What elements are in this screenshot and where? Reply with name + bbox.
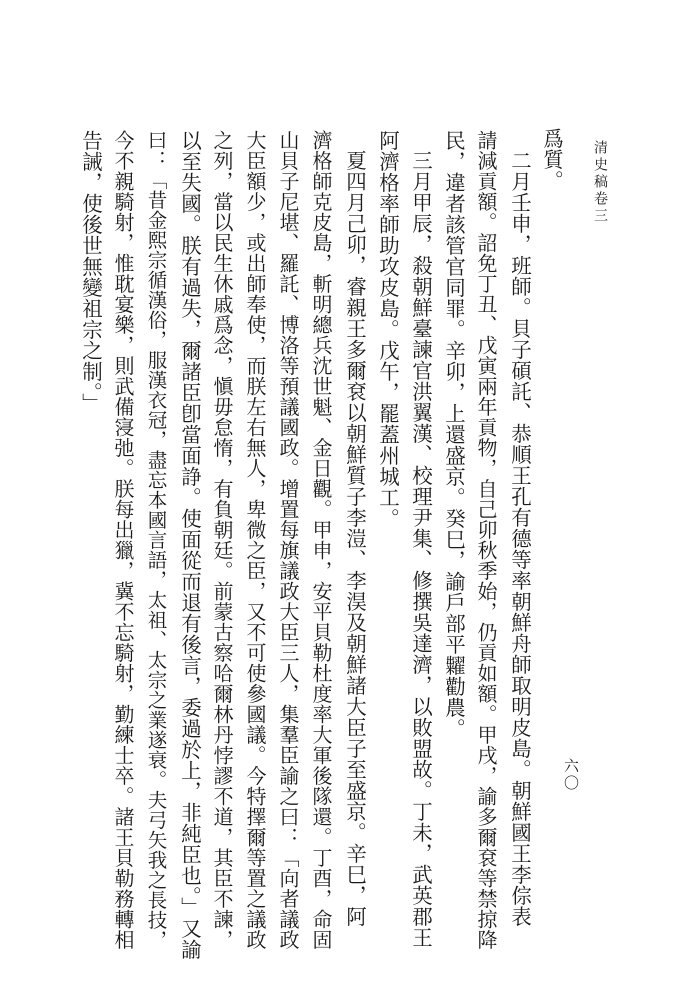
text-column: 二月壬申，班師。貝子碩託、恭順王孔有德等率朝鮮舟師取明皮島。朝鮮國王李倧表 [507, 150, 532, 927]
text-column: 之列，當以民生休戚爲念，愼毋怠惰，有負朝廷。前蒙古察哈爾林丹悖謬不道，其臣不諫， [210, 130, 234, 950]
text-column: 阿濟格率師助攻皮島。戊午，罷蓋州城工。 [375, 130, 400, 529]
text-column: 以至失國。朕有過失，爾諸臣卽當面諍。使面從而退有後言，委過於上，非純臣也。」又諭 [177, 130, 202, 960]
text-column: 濟格師克皮島，斬明總兵沈世魁、金日觀。甲申，安平貝勒杜度率大軍後隊還。丁酉，命固 [309, 130, 333, 950]
text-column: 夏四月己卯，睿親王多爾袞以朝鮮質子李溰、李淏及朝鮮諸大臣子至盛京。辛巳，阿 [342, 150, 367, 927]
page-number: 六〇 [562, 758, 580, 792]
text-column: 爲質。 [539, 128, 564, 191]
text-column: 今不親騎射，惟耽宴樂，則武備寖弛。朕每出獵，冀不忘騎射，勤練士卒。諸王貝勒務轉相 [111, 130, 135, 950]
text-column: 告誡，使後世無變祖宗之制。」 [78, 130, 103, 414]
text-column: 三月甲辰，殺朝鮮臺諫官洪翼漢、校理尹集、修撰吳達濟，以敗盟故。丁未，武英郡王 [408, 150, 433, 948]
text-column: 民，違者該管官同罪。辛卯，上還盛京。癸巳，諭戶部平糶勸農。 [441, 130, 466, 739]
running-header-title: 清史稿卷三 [592, 140, 608, 225]
text-column: 請減貢額。詔免丁丑、戊寅兩年貢物，自己卯秋季始，仍貢如額。甲戌，諭多爾袞等禁掠降 [474, 130, 498, 950]
text-column: 山貝子尼堪、羅託、博洛等預議國政。增置每旗議政大臣三人，集羣臣諭之曰：「向者議政 [276, 130, 300, 950]
text-column: 大臣額少，或出師奉使，而朕左右無人，卑微之臣，又不可使參國議。今特擇爾等置之議政 [243, 130, 267, 950]
text-column: 曰：「昔金熙宗循漢俗，服漢衣冠，盡忘本國言語，太祖、太宗之業遂衰。夫弓矢我之長技， [144, 130, 168, 950]
